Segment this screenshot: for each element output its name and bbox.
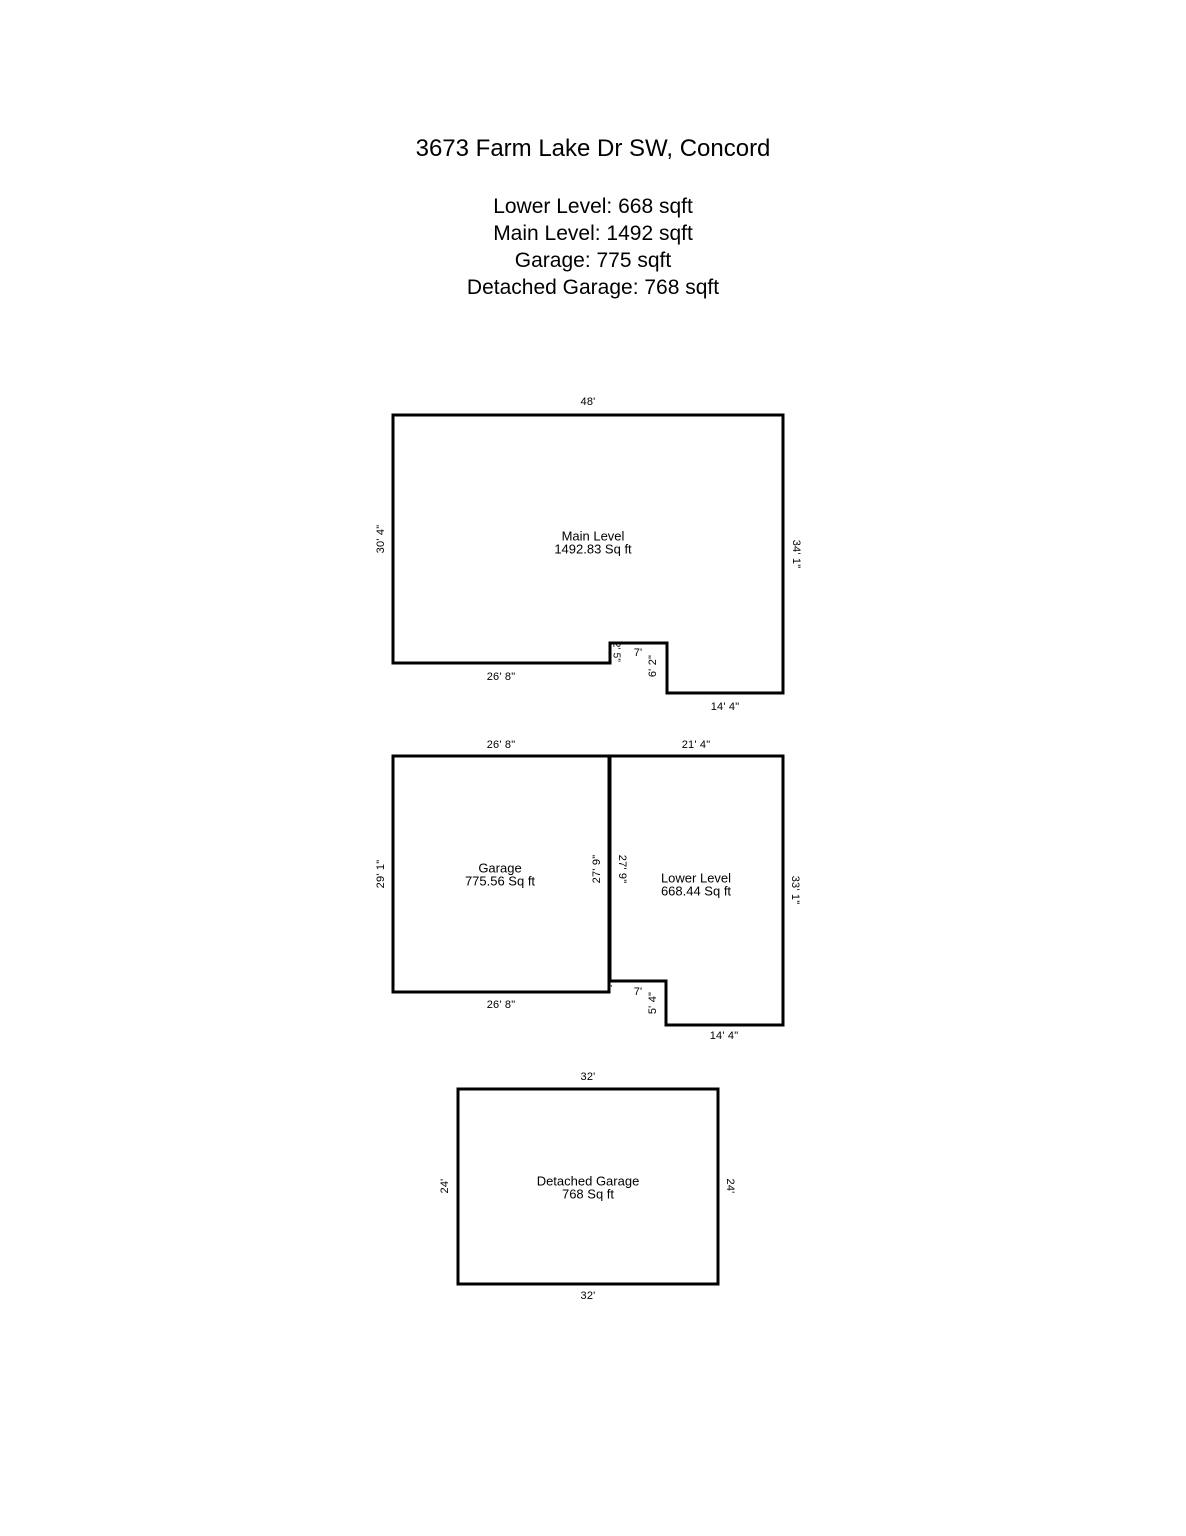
lower-level-dim-wall: 27' 9" — [616, 854, 628, 884]
detached-garage-dim-top: 32' — [580, 1071, 596, 1083]
main-level-dim-step: 2' 5" — [610, 641, 622, 663]
main-level-dim-bottom-left: 26' 8" — [486, 671, 516, 683]
summary-garage: Garage: 775 sqft — [514, 249, 672, 272]
detached-garage-dim-right: 24' — [724, 1178, 736, 1194]
lower-level-dim-notch-right: 5' 4" — [647, 991, 659, 1015]
garage-name: Garage — [478, 860, 522, 876]
lower-level-dim-bottom: 14' 4" — [709, 1030, 739, 1042]
lower-level-dim-right: 33' 1" — [789, 875, 801, 905]
garage-dim-step: 1' 4" — [608, 976, 614, 988]
lower-level-dim-top: 21' 4" — [681, 739, 711, 751]
main-level-dim-left: 30' 4" — [375, 524, 387, 554]
detached-garage-dim-left: 24' — [439, 1178, 451, 1194]
detached-garage-name: Detached Garage — [536, 1173, 640, 1189]
lower-level-area: 668.44 Sq ft — [660, 883, 732, 899]
garage-dim-left: 29' 1" — [375, 859, 387, 889]
main-level-area: 1492.83 Sq ft — [554, 541, 632, 557]
garage-area: 775.56 Sq ft — [464, 873, 536, 889]
page-title: 3673 Farm Lake Dr SW, Concord — [415, 135, 771, 162]
main-level-dim-bottom-right: 14' 4" — [710, 701, 740, 713]
detached-garage-area: 768 Sq ft — [561, 1186, 615, 1202]
summary-lower-level: Lower Level: 668 sqft — [493, 195, 693, 218]
lower-level-name: Lower Level — [660, 870, 732, 886]
main-level-dim-notch-top: 7' — [633, 647, 643, 659]
summary-main-level: Main Level: 1492 sqft — [493, 222, 693, 245]
summary-detached-garage: Detached Garage: 768 sqft — [466, 276, 720, 299]
detached-garage-dim-bottom: 32' — [580, 1290, 596, 1302]
main-level-dim-top: 48' — [580, 396, 596, 408]
main-level-dim-notch-right: 6' 2" — [647, 654, 659, 678]
garage-dim-wall: 27' 9" — [591, 854, 603, 884]
garage-dim-top: 26' 8" — [486, 739, 516, 751]
main-level-dim-right: 34' 1" — [790, 539, 802, 569]
garage-dim-bottom: 26' 8" — [486, 999, 516, 1011]
main-level-name: Main Level — [561, 528, 625, 544]
lower-level-dim-notch-top: 7' — [633, 986, 643, 998]
